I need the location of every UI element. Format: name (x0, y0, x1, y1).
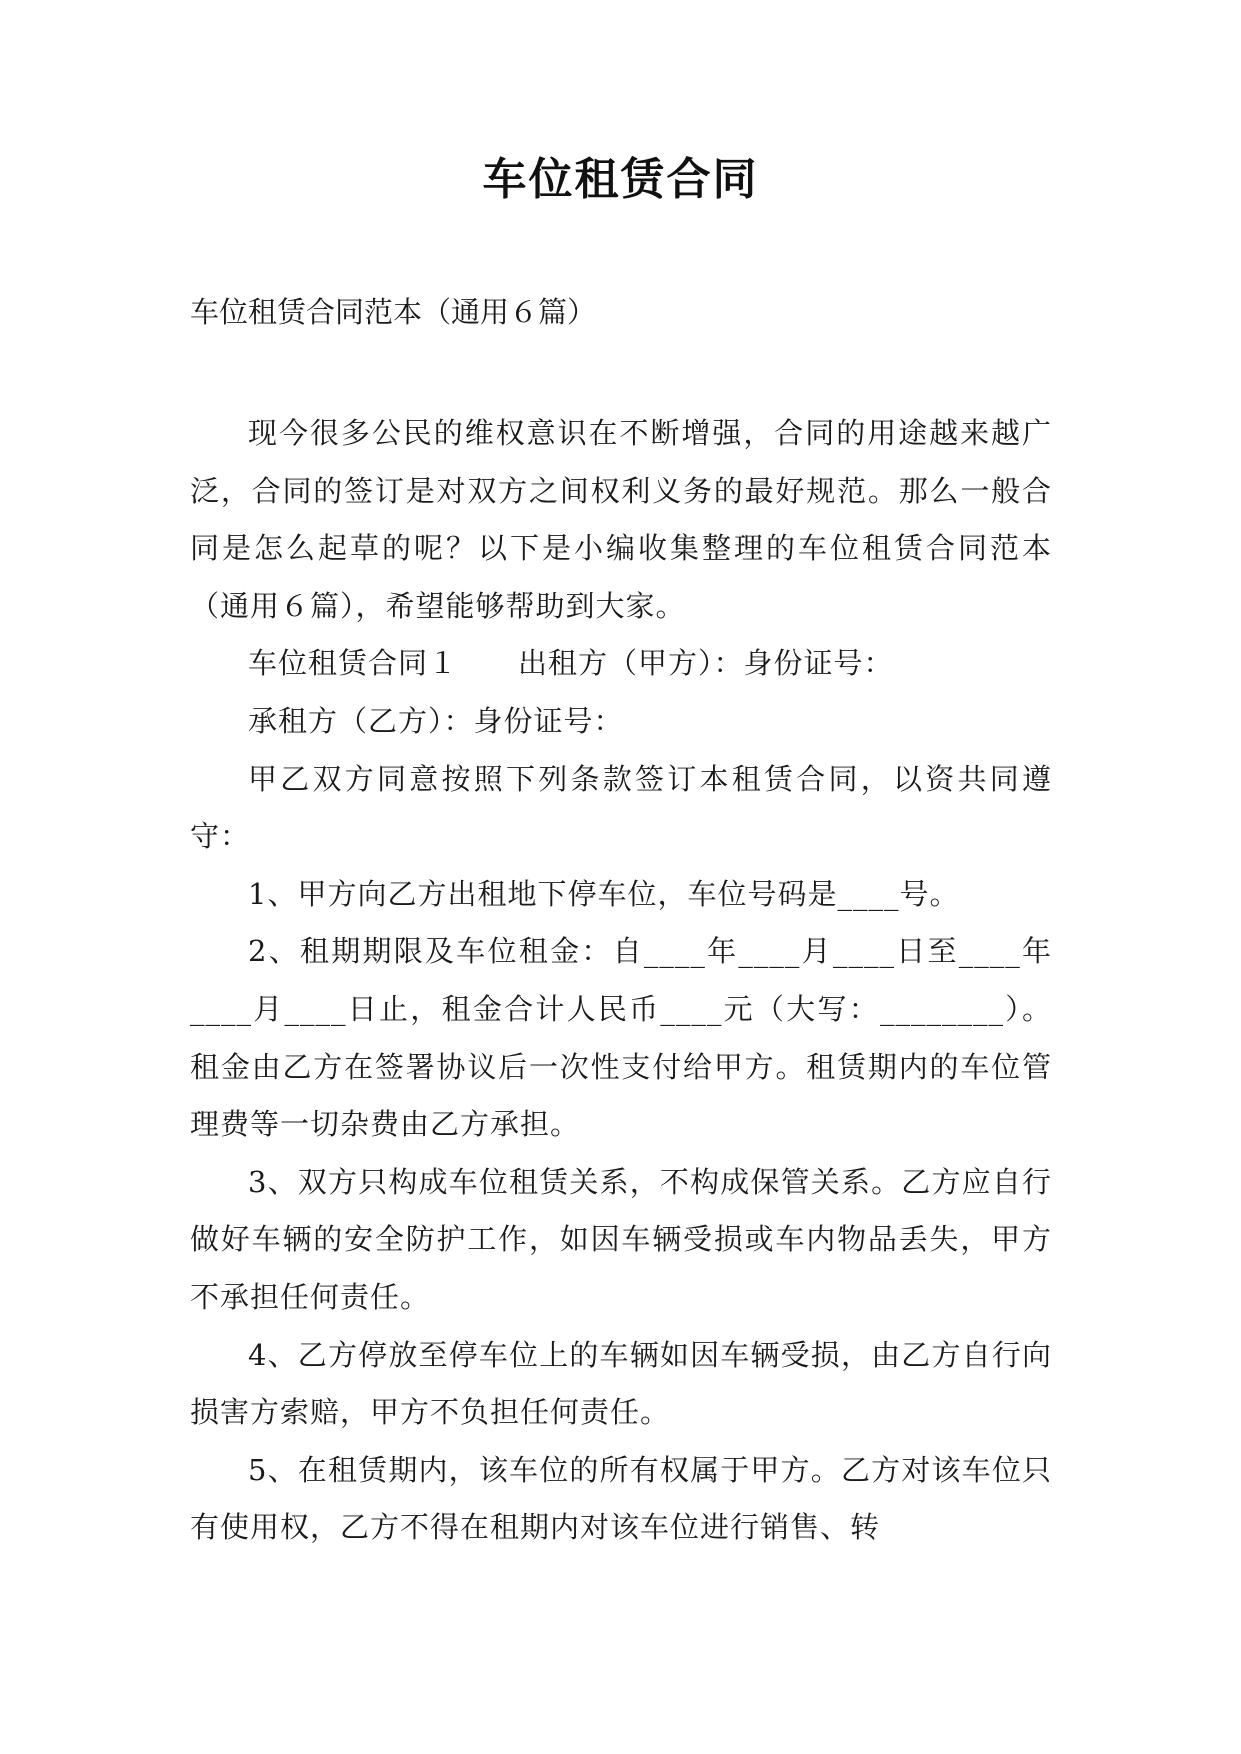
document-title: 车位租赁合同 (482, 154, 759, 205)
clause-4: 4、乙方停放至停车位上的车辆如因车辆受损，由乙方自行向损害方索赔，甲方不负担任何责任。 (190, 1337, 1052, 1430)
contract-heading-line (190, 635, 1052, 693)
clause-1: 1、甲方向乙方出租地下停车位，车位号码是____号。 (248, 876, 960, 911)
clause-5: 5、在租赁期内，该车位的所有权属于甲方。乙方对该车位只有使用权，乙方不得在租期内对该车位进行销售、转 (190, 1452, 1052, 1545)
contract-number-label: 车位租赁合同１ (248, 646, 459, 681)
agreement-paragraph: 甲乙双方同意按照下列条款签订本租赁合同，以资共同遵守： (190, 761, 1052, 854)
clause-2: 2、租期期限及车位租金：自____年____月____日至____年____月____日止，租金合计人民币____元（大写：________）。租金由乙方在签署协议后一次性支付给甲方。租赁期内的车位管理费等一切杂费由乙方承担。 (190, 934, 1052, 1142)
intro-paragraph: 现今很多公民的维权意识在不断增强，合同的用途越来越广泛，合同的签订是对双方之间权利义务的最好规范。那么一般合同是怎么起草的呢？以下是小编收集整理的车位租赁合同范本（通用６篇），希望能够帮助到大家。 (190, 416, 1052, 623)
document-subtitle: 车位租赁合同范本（通用６篇） (190, 295, 597, 329)
document-body (190, 405, 1052, 1557)
clause-3: 3、双方只构成车位租赁关系，不构成保管关系。乙方应自行做好车辆的安全防护工作，如因车辆受损或车内物品丢失，甲方不承担任何责任。 (190, 1164, 1052, 1314)
lessee-line: 承租方（乙方）：身份证号： (248, 703, 624, 738)
lessor-line: 出租方（甲方）：身份证号： (518, 646, 894, 681)
